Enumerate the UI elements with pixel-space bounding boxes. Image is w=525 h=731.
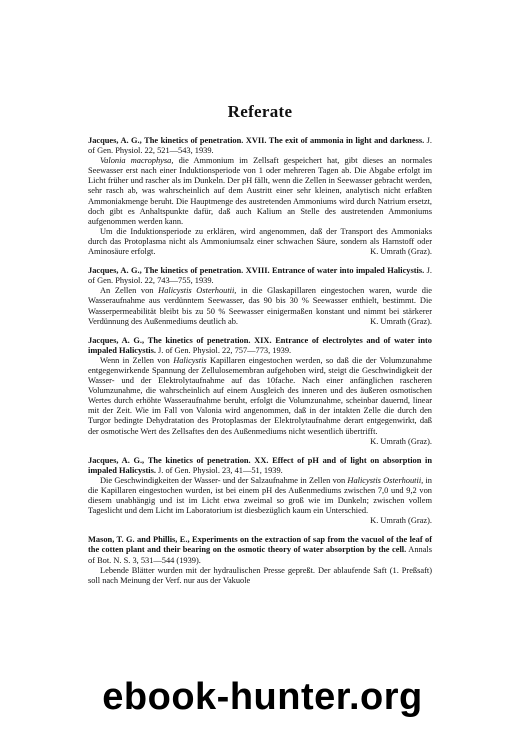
review-entry — [88, 456, 432, 527]
entry-signature: K. Umrath (Graz). — [370, 247, 432, 257]
entry-body — [88, 476, 432, 516]
entry-header — [88, 535, 432, 565]
entry-text: Kapillaren eingestochen werden, so daß die der Volumzunahme entgegenwirkende Spannung der Zellulosemembran aufgehoben wird, steigt die Geschwindigkeit der Wasser- und der Elektrolytaufnahme auf das 10fache. Nach einer anfänglichen rascheren Volumzunahme, die wahrscheinlich auf einem Ausgleich des inneren und des äußeren osmotischen Wertes durch erhöhte Wasseraufnahme beruht, erfolgt die Volumzunahme, scheinbar dauernd, linear mit der Zeit. Wie im Fall von Valonia wird angenommen, daß in der intakten Zelle die durch den Turgor bedingte Dehydratation des Protoplasmas der Elektrolytaufnahme derart entgegenwirkt, daß der osmotische Wert des Zellsaftes den des Außenmediums nicht wesentlich übertrifft. — [88, 355, 432, 436]
species-name: Halicystis — [173, 355, 207, 365]
entry-text: die Ammonium im Zellsaft gespeichert hat, gibt dieses an normales Seewasser erst nach einer Induktionsperiode von 1 oder mehreren Tagen ab. Die Abgabe erfolgt im Licht früher und rascher als im Dunkeln. Der pH fällt, wenn die Zellen in Seewasser gebracht werden, sehr rasch ab, was wahrscheinlich auf dem Austritt einer sehr kleinen, analytisch nicht erfaßten Ammoniakmenge beruht. Die Hauptmenge des austretenden Ammoniums wird durch Natrium ersetzt, doch gibt es Anhaltspunkte dafür, daß auch Kalium an Stelle des austretenden Ammoniums aufgenommen werden kann. — [88, 156, 433, 226]
entry-text: Wenn in Zellen von — [100, 355, 174, 365]
entry-title: The kinetics of penetration. XX. Effect of pH and of light on absorption in impaled Halicystis. — [88, 455, 433, 475]
watermark-text: ebook-hunter.org — [102, 676, 423, 718]
entry-text: in die Kapillaren eingestochen wurden, ist bei einem pH des Außenmediums zwischen 7,0 und 9,2 von diesem unabhängig und ist im Licht etwa zweimal so groß wie im Dunkeln; zwischen vollem Tageslicht und dem Licht im Laboratorium ist diesbezüglich kaum ein Unterschied. — [88, 475, 432, 516]
entry-citation: Annals of Bot. N. S. 3, 531—544 (1939). — [88, 545, 432, 565]
entry-citation: J. of Gen. Physiol. 22, 757—773, 1939. — [158, 345, 292, 355]
entry-header — [88, 266, 432, 286]
entry-author: Jacques, A. G., — [88, 266, 142, 276]
entry-header — [88, 136, 432, 156]
page-title: Referate — [227, 102, 293, 121]
review-entry — [88, 136, 432, 257]
review-entry — [88, 266, 432, 327]
entry-title: The kinetics of penetration. XVIII. Entrance of water into impaled Halicystis. — [144, 266, 425, 276]
entry-body — [88, 566, 432, 586]
entry-author: Jacques, A. G., — [88, 335, 145, 345]
entry-body — [88, 156, 432, 227]
entry-author: Jacques, A. G., — [88, 455, 145, 465]
entry-citation: J. of Gen. Physiol. 22, 521—543, 1939. — [88, 136, 433, 156]
entry-title: The kinetics of penetration. XVII. The exit of ammonia in light and darkness. — [144, 136, 425, 145]
entry-signature: K. Umrath (Graz). — [370, 516, 432, 526]
entry-text: Um die Induktionsperiode zu erklären, wird angenommen, daß der Transport des Ammoniaks durch das Protoplasma nicht als Ammoniumsalz einer schwachen Säure, sondern als Harnstoff oder Aminosäure erfolgt. — [88, 226, 432, 257]
entry-title: The kinetics of penetration. XIX. Entrance of electrolytes and of water into impaled Halicystis. — [88, 335, 432, 355]
entry-citation: J. of Gen. Physiol. 23, 41—51, 1939. — [158, 465, 283, 475]
entry-body-2 — [88, 227, 432, 257]
review-entry — [88, 535, 432, 585]
page-content — [88, 96, 432, 595]
entry-text: Die Geschwindigkeiten der Wasser- und der Salzaufnahme in Zellen von — [100, 475, 348, 485]
entry-body — [88, 286, 432, 326]
entry-title: Experiments on the extraction of sap from the vacuol of the leaf of the cotten plant and their bearing on the osmotic theory of water absorption by the cell. — [88, 535, 433, 555]
entry-author: Jacques, A. G., — [88, 136, 142, 145]
entry-signature: K. Umrath (Graz). — [370, 316, 432, 326]
entry-citation: J. of Gen. Physiol. 22, 743—755, 1939. — [88, 266, 433, 286]
entry-signature: K. Umrath (Graz). — [370, 436, 432, 446]
entry-header — [88, 336, 432, 356]
species-name: Halicystis Osterhoutii, — [158, 286, 237, 296]
entry-body — [88, 356, 432, 437]
species-name: Halicystis Osterhoutii, — [347, 475, 424, 485]
entry-text: Lebende Blätter wurden mit der hydraulischen Presse gepreßt. Der ablaufende Saft (1. Preßsaft) soll nach Meinung der Verf. nur aus der Vakuole — [88, 565, 432, 585]
review-entry — [88, 336, 432, 447]
entry-text: in die Glaskapillaren eingestochen waren, wurde die Wasseraufnahme aus verdünntem Seewasser, das 90 bis 30 % Seewasser enthielt, bestimmt. Die Wasserpermeabilität bleibt bis zu 50 % Seewasser einigermaßen konstant und nimmt bei stärkerer Verdünnung des Außenmediums deutlich ab. — [88, 286, 432, 326]
entry-header — [88, 456, 432, 476]
entry-author: Mason, T. G. and Phillis, E., — [88, 535, 190, 545]
species-name: Valonia macrophysa, — [100, 156, 174, 166]
entry-text: An Zellen von — [100, 286, 159, 296]
